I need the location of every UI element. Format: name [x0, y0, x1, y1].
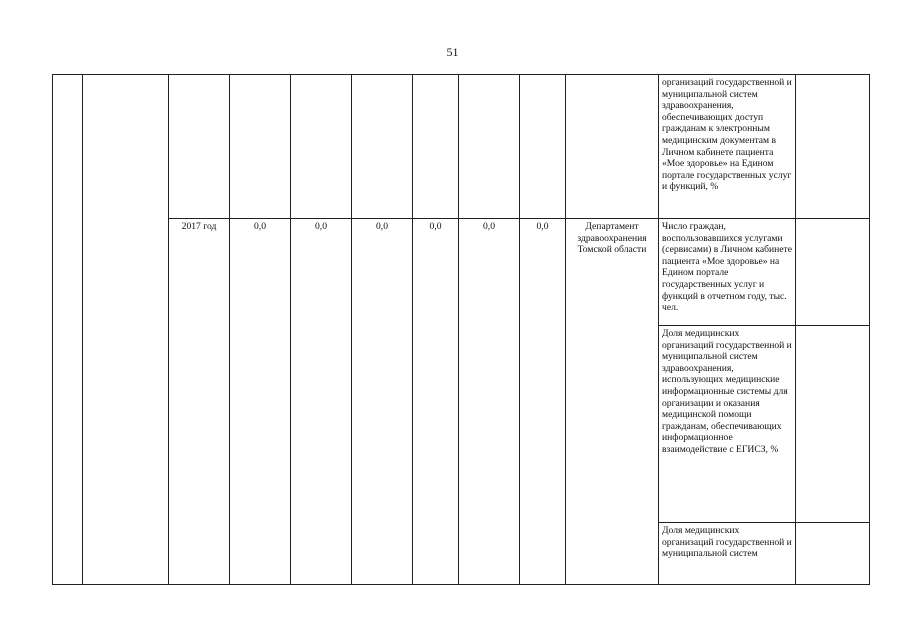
year-cell: 2017 год: [169, 219, 230, 585]
indicator-cell: Доля медицинских организаций государственной и муниципальной систем: [659, 523, 796, 585]
program-table: [52, 74, 870, 585]
indicator-cell: организаций государственной и муниципальной систем здравоохранения, обеспечивающих доступ гражданам к электронным медицинским документам в Личном кабинете пациента «Мое здоровье» на Едином портале государственных услуг и функций, %: [659, 75, 796, 219]
indicator-value-cell: [796, 75, 870, 219]
responsible-cell: Департамент здравоохранения Томской области: [566, 219, 659, 585]
value-cell: 0,0: [459, 219, 520, 585]
value-cell: 0,0: [520, 219, 566, 585]
value-cell: 0,0: [291, 219, 352, 585]
indicator-value-cell: [796, 219, 870, 326]
page-number: 51: [446, 45, 459, 59]
table-row: [53, 219, 870, 326]
responsible-cell: [566, 75, 659, 219]
indicator-value-cell: [796, 326, 870, 523]
value-cell: 0,0: [230, 219, 291, 585]
value-cell: [291, 75, 352, 219]
indicator-cell: Доля медицинских организаций государственной и муниципальной систем здравоохранения, использующих медицинские информационные системы для организации и оказания медицинской помощи гражданам, обеспечивающих информационное взаимодействие с ЕГИСЗ, %: [659, 326, 796, 523]
table-row: [53, 75, 870, 219]
value-cell: [520, 75, 566, 219]
indicator-value-cell: [796, 523, 870, 585]
value-cell: [230, 75, 291, 219]
year-cell: [169, 75, 230, 219]
indicator-cell: Число граждан, воспользовавшихся услугами (сервисами) в Личном кабинете пациента «Мое здоровье» на Едином портале государственных услуг и функций в отчетном году, тыс. чел.: [659, 219, 796, 326]
value-cell: [459, 75, 520, 219]
value-cell: 0,0: [413, 219, 459, 585]
value-cell: [413, 75, 459, 219]
value-cell: [352, 75, 413, 219]
task-cell: [83, 75, 169, 585]
value-cell: 0,0: [352, 219, 413, 585]
number-cell: [53, 75, 83, 585]
